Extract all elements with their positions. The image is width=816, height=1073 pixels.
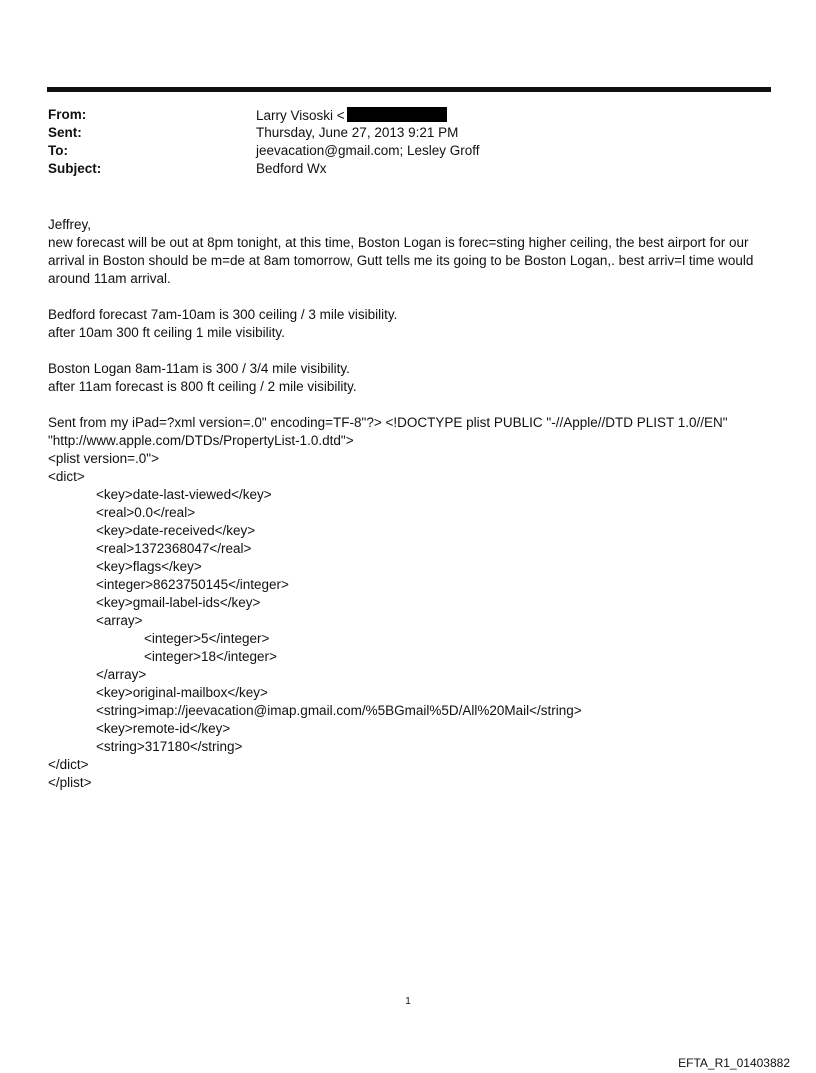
plist-close: </plist> [48, 775, 92, 790]
to-value: jeevacation@gmail.com; Lesley Groff [256, 143, 480, 158]
logan-forecast-line: Boston Logan 8am-11am is 300 / 3/4 mile visibility. [48, 361, 350, 376]
bedford-forecast-line: after 10am 300 ft ceiling 1 mile visibility. [48, 325, 285, 340]
plist-array-items [48, 630, 770, 666]
subject-row [48, 161, 768, 179]
plist-line: <key>gmail-label-ids</key> [96, 595, 261, 610]
to-row [48, 143, 768, 161]
plist-line: <integer>18</integer> [144, 649, 277, 664]
email-body [48, 216, 770, 792]
signature-line: "http://www.apple.com/DTDs/PropertyList-1.0.dtd"> [48, 433, 354, 448]
plist-line: <array> [96, 613, 143, 628]
sent-label: Sent: [48, 125, 82, 140]
greeting: Jeffrey, [48, 217, 92, 232]
plist-line: <string>imap://jeevacation@imap.gmail.com/%5BGmail%5D/All%20Mail</string> [96, 703, 582, 718]
logan-forecast-line: after 11am forecast is 800 ft ceiling / 2 mile visibility. [48, 379, 357, 394]
subject-label: Subject: [48, 161, 102, 176]
dict-open: <dict> [48, 469, 85, 484]
bedford-forecast-line: Bedford forecast 7am-10am is 300 ceiling / 3 mile visibility. [48, 307, 398, 322]
subject-value: Bedford Wx [256, 161, 327, 176]
plist-line: <key>remote-id</key> [96, 721, 231, 736]
plist-line: <real>0.0</real> [96, 505, 196, 520]
plist-entries [48, 486, 770, 630]
plist-entries [48, 666, 770, 756]
to-label: To: [48, 143, 68, 158]
signature-line: Sent from my iPad=?xml version=.0" encoding=TF-8"?> <!DOCTYPE plist PUBLIC "-//Apple//DTD PLIST 1.0//EN" [48, 415, 728, 430]
plist-line: <key>date-received</key> [96, 523, 256, 538]
page-number: 1 [405, 996, 411, 1007]
from-name: Larry Visoski < [256, 108, 345, 123]
header-rule [47, 87, 771, 92]
bates-number: EFTA_R1_01403882 [678, 1056, 790, 1070]
plist-line: <key>date-last-viewed</key> [96, 487, 272, 502]
email-header [48, 107, 768, 179]
from-value [256, 107, 447, 123]
plist-line: <integer>8623750145</integer> [96, 577, 289, 592]
plist-line: <real>1372368047</real> [96, 541, 252, 556]
sent-value: Thursday, June 27, 2013 9:21 PM [256, 125, 459, 140]
plist-line: <key>flags</key> [96, 559, 202, 574]
sent-row [48, 125, 768, 143]
forecast-paragraph: new forecast will be out at 8pm tonight, at this time, Boston Logan is forec=sting higher ceiling, the best airport for our arrival in Boston should be m=de at 8am tomorrow, Gutt tells me its going to be Boston Logan,. best arriv=l time would around 11am arrival. [48, 235, 754, 286]
plist-line: <integer>5</integer> [144, 631, 270, 646]
plist-line: <string>317180</string> [96, 739, 243, 754]
redaction-block [347, 107, 447, 122]
plist-line: <key>original-mailbox</key> [96, 685, 268, 700]
plist-open: <plist version=.0"> [48, 451, 159, 466]
from-row [48, 107, 768, 125]
from-label: From: [48, 107, 87, 122]
plist-line: </array> [96, 667, 147, 682]
dict-close: </dict> [48, 757, 89, 772]
